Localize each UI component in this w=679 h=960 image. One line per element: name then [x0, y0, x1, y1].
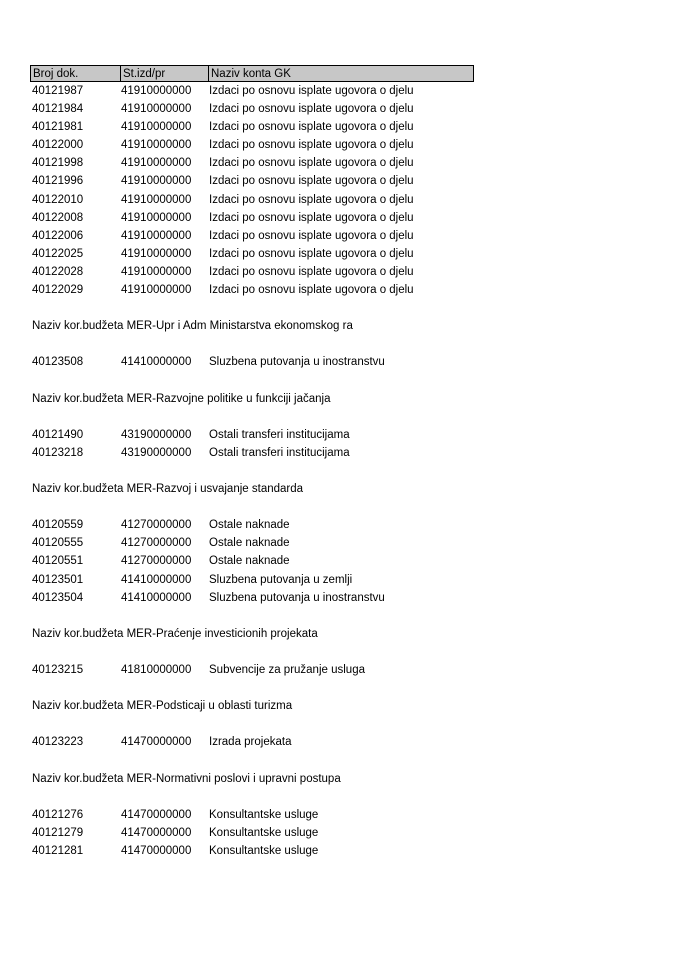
row-naziv-konta: Konsultantske usluge: [209, 826, 319, 839]
table-row: [30, 118, 474, 136]
section-title: Naziv kor.budžeta MER-Razvojne politike u funkciji jačanja: [32, 392, 331, 405]
row-broj-dok: 40121984: [32, 103, 84, 116]
row-naziv-konta: Izdaci po osnovu isplate ugovora o djelu: [209, 229, 414, 242]
table-row: [30, 172, 474, 190]
row-st-izd: 41470000000: [121, 844, 192, 857]
row-broj-dok: 40123504: [32, 591, 84, 604]
table-row: [30, 191, 474, 209]
table-row: [30, 154, 474, 172]
section-title: Naziv kor.budžeta MER-Upr i Adm Ministarstva ekonomskog ra: [32, 320, 353, 333]
row-broj-dok: 40120555: [32, 537, 84, 550]
row-broj-dok: 40120559: [32, 519, 84, 532]
row-naziv-konta: Sluzbena putovanja u inostranstvu: [209, 356, 385, 369]
row-st-izd: 41910000000: [121, 157, 192, 170]
section-title: Naziv kor.budžeta MER-Razvoj i usvajanje standarda: [32, 483, 304, 496]
row-st-izd: 41410000000: [121, 356, 192, 369]
row-naziv-konta: Izdaci po osnovu isplate ugovora o djelu: [209, 247, 414, 260]
row-naziv-konta: Izdaci po osnovu isplate ugovora o djelu: [209, 103, 414, 116]
table-row: [30, 281, 474, 299]
table-row: [30, 263, 474, 281]
row-st-izd: 41910000000: [121, 193, 192, 206]
row-broj-dok: 40122028: [32, 265, 84, 278]
table-header: [30, 65, 474, 82]
section-title: Naziv kor.budžeta MER-Praćenje investicionih projekata: [32, 627, 318, 640]
header-st-izd: St.izd/pr: [120, 66, 208, 81]
section-title: Naziv kor.budžeta MER-Podsticaji u oblasti turizma: [32, 700, 293, 713]
row-st-izd: 41410000000: [121, 573, 192, 586]
row-naziv-konta: Izdaci po osnovu isplate ugovora o djelu: [209, 265, 414, 278]
row-st-izd: 41910000000: [121, 211, 192, 224]
row-naziv-konta: Izrada projekata: [209, 736, 292, 749]
table-row: [30, 516, 474, 534]
table-row: [30, 82, 474, 100]
row-naziv-konta: Sluzbena putovanja u inostranstvu: [209, 591, 385, 604]
table-row: [30, 571, 474, 589]
row-naziv-konta: Subvencije za pružanje usluga: [209, 664, 365, 676]
table-row: [30, 733, 474, 751]
row-broj-dok: 40123215: [32, 664, 84, 676]
row-st-izd: 41270000000: [121, 537, 192, 550]
row-naziv-konta: Ostali transferi institucijama: [209, 428, 350, 441]
row-naziv-konta: Izdaci po osnovu isplate ugovora o djelu: [209, 211, 414, 224]
spreadsheet-page: [30, 65, 474, 860]
row-st-izd: 41910000000: [121, 265, 192, 278]
table-row: [30, 661, 474, 679]
header-broj-dok: Broj dok.: [33, 68, 79, 80]
row-broj-dok: 40121987: [32, 85, 84, 97]
table-row: [30, 806, 474, 824]
table-row: [30, 227, 474, 245]
table-row: [30, 426, 474, 444]
row-st-izd: 41910000000: [121, 229, 192, 242]
row-st-izd: 41910000000: [121, 85, 192, 97]
row-st-izd: 41410000000: [121, 591, 192, 604]
row-broj-dok: 40123501: [32, 573, 84, 586]
row-broj-dok: 40121276: [32, 808, 84, 821]
row-naziv-konta: Ostale naknade: [209, 519, 290, 532]
row-st-izd: 41270000000: [121, 519, 192, 532]
row-broj-dok: 40122029: [32, 284, 84, 297]
table-row: [30, 353, 474, 371]
row-naziv-konta: Izdaci po osnovu isplate ugovora o djelu: [209, 85, 414, 97]
table-row: [30, 209, 474, 227]
row-st-izd: 41470000000: [121, 736, 192, 749]
row-naziv-konta: Izdaci po osnovu isplate ugovora o djelu: [209, 139, 414, 152]
row-naziv-konta: Izdaci po osnovu isplate ugovora o djelu: [209, 157, 414, 170]
header-naziv-konta: Naziv konta GK: [208, 66, 473, 81]
row-broj-dok: 40122008: [32, 211, 84, 224]
row-st-izd: 41910000000: [121, 103, 192, 116]
row-st-izd: 41270000000: [121, 555, 192, 568]
row-naziv-konta: Konsultantske usluge: [209, 844, 319, 857]
row-st-izd: 41910000000: [121, 175, 192, 188]
table-row: [30, 589, 474, 607]
row-broj-dok: 40121998: [32, 157, 84, 170]
table-body: [30, 82, 474, 860]
row-naziv-konta: Ostali transferi institucijama: [209, 446, 350, 459]
row-broj-dok: 40122025: [32, 247, 84, 260]
row-st-izd: 41910000000: [121, 121, 192, 134]
row-naziv-konta: Izdaci po osnovu isplate ugovora o djelu: [209, 121, 414, 134]
row-broj-dok: 40123218: [32, 446, 84, 459]
table-row: [30, 842, 474, 860]
row-naziv-konta: Izdaci po osnovu isplate ugovora o djelu: [209, 193, 414, 206]
row-naziv-konta: Ostale naknade: [209, 555, 290, 568]
row-st-izd: 41910000000: [121, 247, 192, 260]
row-st-izd: 41910000000: [121, 284, 192, 297]
row-st-izd: 41910000000: [121, 139, 192, 152]
row-broj-dok: 40120551: [32, 555, 84, 568]
table-row: [30, 444, 474, 462]
row-st-izd: 43190000000: [121, 446, 192, 459]
row-st-izd: 43190000000: [121, 428, 192, 441]
row-broj-dok: 40121996: [32, 175, 84, 188]
row-naziv-konta: Izdaci po osnovu isplate ugovora o djelu: [209, 175, 414, 188]
row-broj-dok: 40121281: [32, 844, 84, 857]
table-row: [30, 136, 474, 154]
table-row: [30, 534, 474, 552]
row-broj-dok: 40123508: [32, 356, 84, 369]
table-row: [30, 824, 474, 842]
row-naziv-konta: Izdaci po osnovu isplate ugovora o djelu: [209, 284, 414, 297]
section-title: Naziv kor.budžeta MER-Normativni poslovi i upravni postupa: [32, 772, 341, 785]
row-naziv-konta: Konsultantske usluge: [209, 808, 319, 821]
row-broj-dok: 40122010: [32, 193, 84, 206]
row-broj-dok: 40121981: [32, 121, 84, 134]
table-row: [30, 100, 474, 118]
table-row: [30, 245, 474, 263]
row-st-izd: 41810000000: [121, 664, 192, 676]
row-broj-dok: 40122006: [32, 229, 84, 242]
table-row: [30, 552, 474, 570]
row-st-izd: 41470000000: [121, 808, 192, 821]
row-naziv-konta: Sluzbena putovanja u zemlji: [209, 573, 353, 586]
row-broj-dok: 40123223: [32, 736, 84, 749]
row-st-izd: 41470000000: [121, 826, 192, 839]
row-broj-dok: 40122000: [32, 139, 84, 152]
row-naziv-konta: Ostale naknade: [209, 537, 290, 550]
row-broj-dok: 40121279: [32, 826, 84, 839]
row-broj-dok: 40121490: [32, 428, 84, 441]
